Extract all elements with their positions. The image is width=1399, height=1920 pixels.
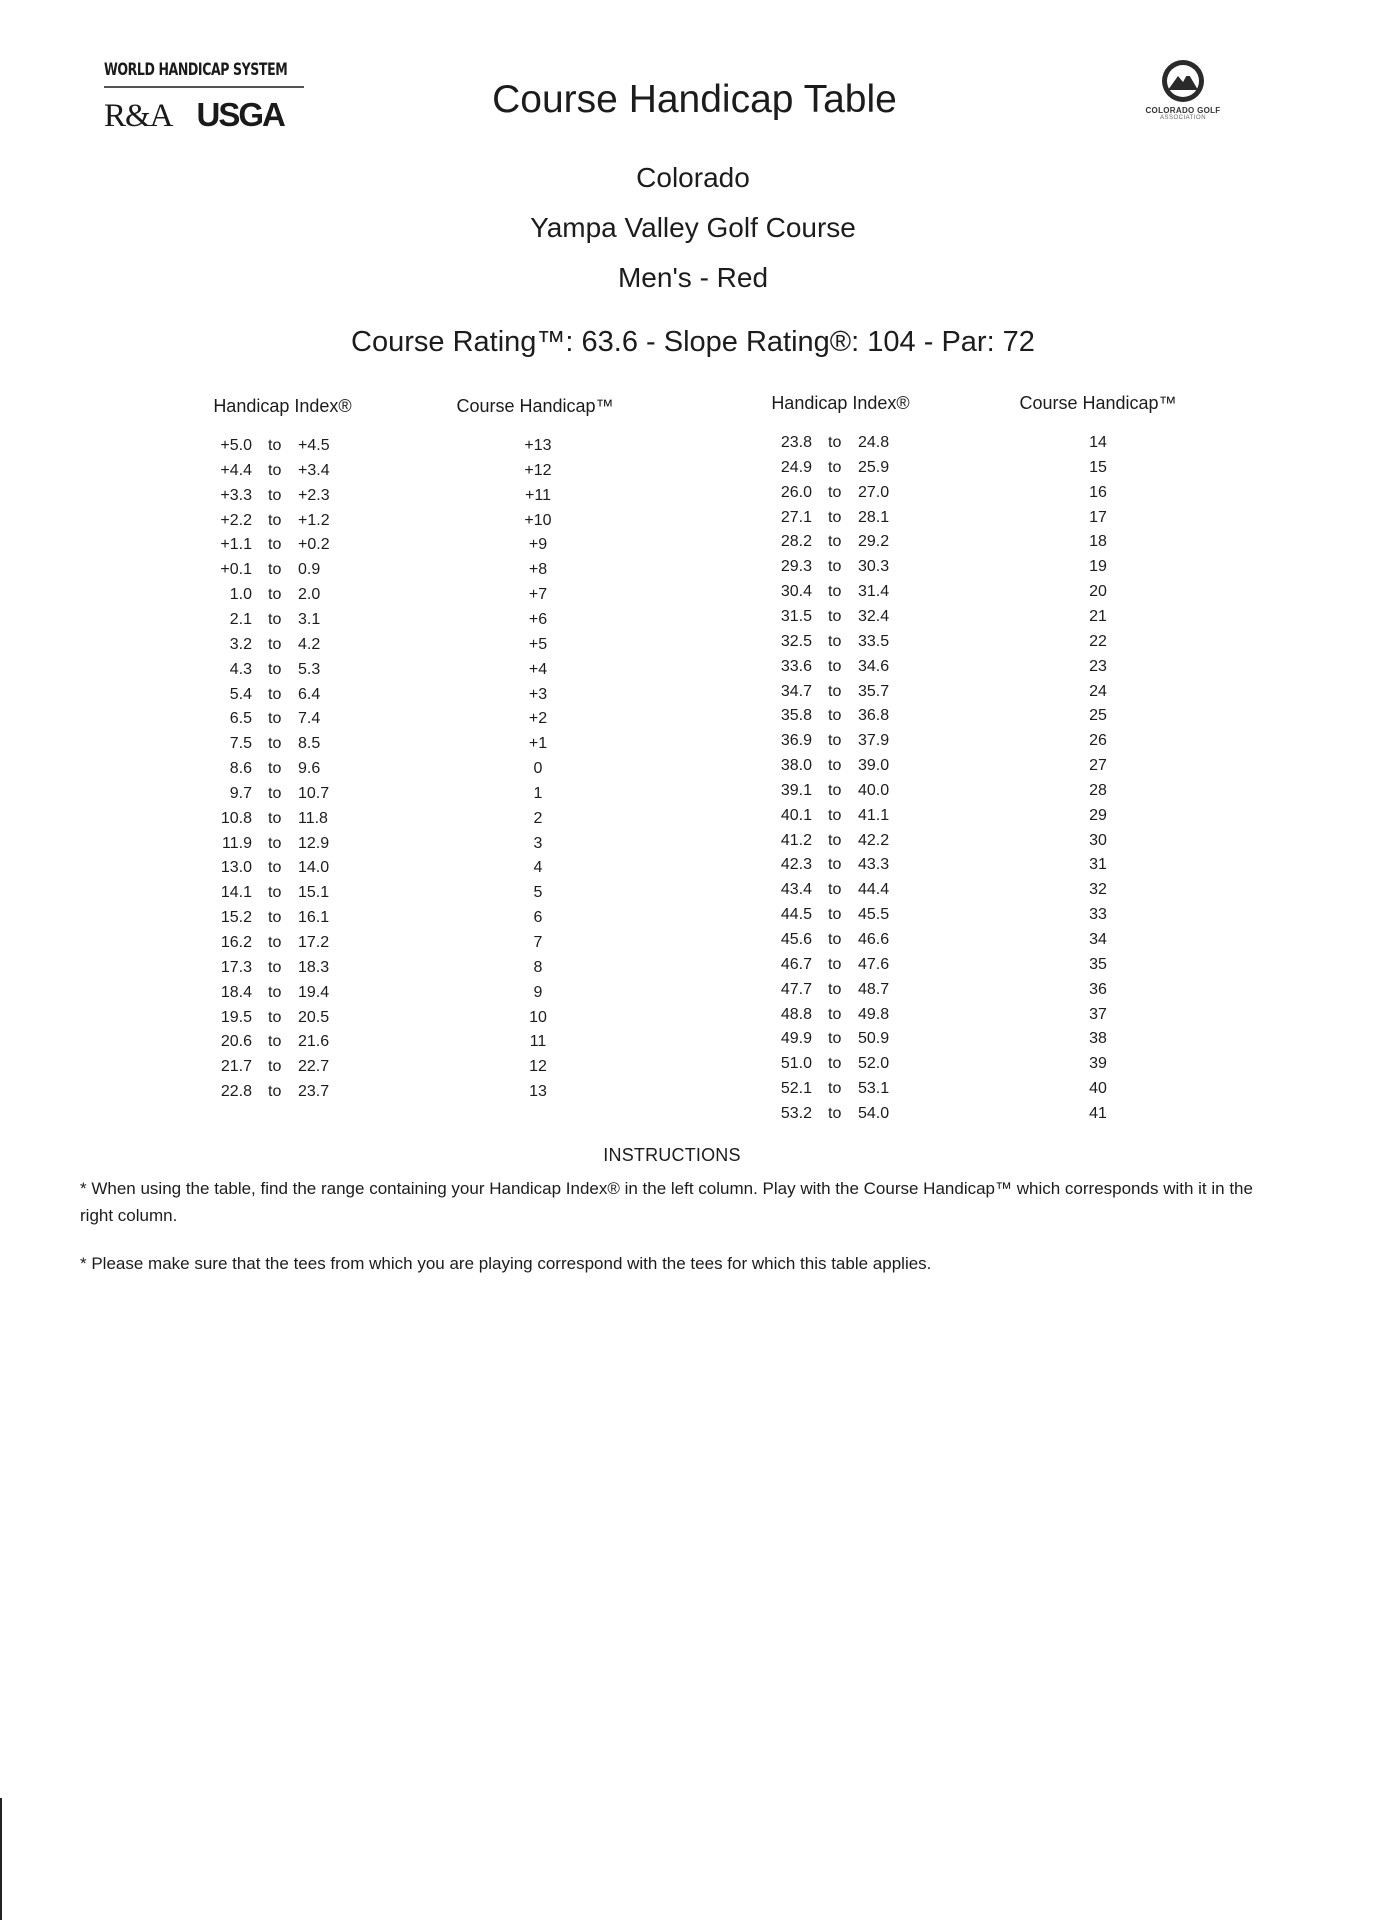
range-separator: to [828,533,842,551]
table-row [202,557,568,582]
table-row [762,554,1128,579]
table-row [202,831,568,856]
index-range-high: 31.4 [858,583,890,601]
course-handicap-value: 26 [1089,732,1107,750]
table-row [762,480,1128,505]
course-handicap-value: 16 [1089,483,1107,501]
index-range-high: 22.7 [298,1058,330,1076]
table-row [762,927,1128,952]
left-index-header: Handicap Index® [213,396,352,416]
index-range-low: 3.2 [229,635,252,653]
course-handicap-value: +11 [525,486,551,504]
table-row [762,505,1128,530]
range-separator: to [828,856,842,874]
tee-name: Men's - Red [617,262,769,293]
course-handicap-value: 19 [1089,558,1107,576]
index-range-low: 41.2 [780,831,812,849]
index-range-high: 42.2 [858,831,890,849]
index-range-high: 30.3 [858,558,890,576]
table-row [762,430,1128,455]
index-range-low: 45.6 [780,931,812,948]
index-range-low: +5.0 [220,437,252,454]
index-range-low: 11.9 [222,834,252,852]
course-handicap-value: 30 [1089,831,1107,849]
index-range-high: 44.4 [858,881,890,899]
range-separator: to [828,583,842,601]
index-range-low: 53.2 [780,1104,812,1122]
range-separator: to [828,1005,842,1023]
index-range-low: 43.4 [780,881,812,899]
range-separator: to [828,980,842,998]
course-handicap-value: 12 [529,1058,547,1076]
index-range-low: 48.8 [780,1005,812,1023]
index-range-low: 42.3 [780,856,812,874]
state-name: Colorado [636,162,750,193]
index-range-low: 30.4 [780,583,812,601]
index-range-high: 47.6 [858,955,890,973]
table-row [202,905,568,930]
range-separator: to [268,635,282,653]
index-range-high: 20.5 [298,1008,330,1026]
course-handicap-value: 36 [1089,980,1107,998]
course-name: Yampa Valley Golf Course [530,212,856,243]
page-title: Course Handicap Table [492,78,897,121]
instructions-title: INSTRUCTIONS [603,1145,741,1165]
range-separator: to [268,1058,282,1076]
index-range-high: 28.1 [858,508,890,526]
range-separator: to [268,909,282,927]
range-separator: to [828,682,842,700]
table-row [202,508,568,533]
course-handicap-value: 0 [533,760,543,778]
range-separator: to [268,834,282,852]
index-range-low: 24.9 [780,458,812,476]
right-handicap-header: Course Handicap™ [1019,393,1177,413]
index-range-low: 9.7 [229,784,252,802]
cga-subtitle: ASSOCIATION [1159,115,1207,121]
index-range-high: 53.1 [858,1080,890,1098]
index-range-high: 17.2 [298,934,330,951]
course-handicap-value: 7 [533,934,543,951]
course-handicap-value: 33 [1089,906,1107,924]
course-handicap-value: +12 [524,461,552,479]
index-range-high: 2.0 [298,586,321,604]
index-range-high: 18.3 [298,958,330,976]
range-separator: to [268,735,282,753]
table-row [202,706,568,731]
course-handicap-value: 38 [1089,1030,1107,1048]
course-handicap-value: 39 [1089,1055,1107,1073]
range-separator: to [268,884,282,902]
course-handicap-value: +4 [528,660,548,678]
index-range-low: 4.3 [229,660,252,678]
course-handicap-value: 9 [533,983,543,1001]
index-range-high: 41.1 [858,806,890,824]
table-row [202,1079,568,1104]
index-range-high: 16.1 [298,909,330,927]
index-range-high: 23.7 [298,1083,330,1101]
index-range-high: 7.4 [298,710,321,728]
course-handicap-value: 4 [533,859,543,877]
table-row [762,828,1128,853]
index-range-low: 23.8 [780,434,812,451]
range-separator: to [268,586,282,604]
range-separator: to [828,458,842,476]
course-handicap-value: 11 [529,1033,547,1051]
index-range-low: 26.0 [780,483,812,501]
index-range-low: +0.1 [220,561,252,579]
index-range-low: 34.7 [780,682,812,700]
course-handicap-value: 37 [1089,1005,1107,1023]
index-range-high: 3.1 [298,610,321,628]
index-range-high: 11.8 [298,809,328,827]
range-separator: to [268,511,282,529]
index-range-low: 5.4 [229,685,252,703]
index-range-low: 33.6 [780,657,812,675]
range-separator: to [268,983,282,1001]
instruction-line-1: * When using the table, find the range containing your Handicap Index® in the left column. Play with the Course Handicap™ which corresponds with it in the right column. [80,1179,1253,1225]
left-handicap-header: Course Handicap™ [456,396,614,416]
index-range-low: 39.1 [780,781,812,799]
course-handicap-value: +10 [524,511,552,529]
cga-logo [1128,58,1238,121]
index-range-low: 14.1 [220,884,252,902]
table-row [202,483,568,508]
range-separator: to [268,437,282,454]
range-separator: to [268,610,282,628]
index-range-low: 18.4 [220,983,252,1001]
index-range-high: 29.2 [858,533,890,551]
index-range-high: 21.6 [298,1033,330,1051]
range-separator: to [268,760,282,778]
range-separator: to [268,934,282,951]
course-handicap-value: +2 [528,710,548,728]
course-handicap-value: +3 [528,685,548,703]
range-separator: to [828,757,842,775]
range-separator: to [268,461,282,479]
index-range-low: 21.7 [220,1058,252,1076]
index-range-high: 33.5 [858,632,890,650]
course-handicap-value: +9 [528,536,548,554]
index-range-high: +2.3 [298,486,330,504]
index-range-low: 44.5 [780,906,812,924]
index-range-low: 36.9 [780,732,812,750]
index-range-low: 13.0 [220,859,252,877]
course-handicap-value: 8 [533,958,543,976]
range-separator: to [828,732,842,750]
table-row [202,1029,568,1054]
index-range-high: 10.7 [298,784,330,802]
index-range-high: 32.4 [858,607,890,625]
table-row [762,679,1128,704]
range-separator: to [828,1104,842,1122]
index-range-high: +3.4 [298,461,330,479]
table-row [202,433,568,458]
course-handicap-value: 6 [533,909,543,927]
range-separator: to [268,784,282,802]
index-range-high: 34.6 [858,657,890,675]
index-range-high: 40.0 [858,781,890,799]
range-separator: to [268,486,282,504]
index-range-high: 49.8 [858,1005,890,1023]
index-range-low: +2.2 [220,511,252,529]
index-range-high: 39.0 [858,757,890,775]
index-range-low: 8.6 [229,760,252,778]
range-separator: to [828,558,842,576]
index-range-high: 4.2 [298,635,321,653]
index-range-low: 32.5 [780,632,812,650]
course-handicap-value: 14 [1089,434,1107,451]
course-handicap-value: +5 [528,635,548,653]
index-range-low: 51.0 [780,1055,812,1073]
index-range-high: +4.5 [298,437,330,454]
index-range-low: 52.1 [780,1080,812,1098]
table-row [762,877,1128,902]
cga-name: COLORADO GOLF [1145,106,1221,115]
range-separator: to [268,958,282,976]
index-range-high: 15.1 [298,884,330,902]
course-handicap-value: 5 [533,884,543,902]
course-handicap-value: 10 [529,1008,547,1026]
index-range-low: 29.3 [780,558,812,576]
index-range-low: +3.3 [220,486,252,504]
table-row [762,803,1128,828]
index-range-high: 36.8 [858,707,890,725]
table-row [202,632,568,657]
table-row [762,654,1128,679]
course-handicap-value: +7 [528,586,548,604]
table-row [202,955,568,980]
range-separator: to [268,685,282,703]
instruction-line-2: * Please make sure that the tees from which you are playing correspond with the tees for which this table applies. [80,1254,932,1273]
course-handicap-value: 2 [533,809,543,827]
table-row [202,1054,568,1079]
range-separator: to [828,632,842,650]
course-handicap-value: 18 [1089,533,1107,551]
table-row [762,1076,1128,1101]
range-separator: to [828,657,842,675]
index-range-high: 27.0 [858,483,890,501]
index-range-low: 49.9 [780,1030,812,1048]
table-row [202,855,568,880]
course-handicap-value: 21 [1089,607,1107,625]
table-row [762,1002,1128,1027]
course-handicap-value: +8 [528,561,548,579]
index-range-low: 16.2 [220,934,252,951]
course-handicap-value: +1 [528,735,548,753]
rna-logo-text: R&A [104,98,173,134]
course-handicap-value: 1 [533,784,543,802]
table-row [762,604,1128,629]
course-handicap-value: +13 [524,437,552,454]
index-range-high: 12.9 [298,834,330,852]
table-row [202,607,568,632]
table-row [202,1005,568,1030]
course-handicap-value: +6 [528,610,548,628]
course-handicap-value: 25 [1089,707,1107,725]
course-handicap-value: 29 [1089,806,1107,824]
range-separator: to [268,660,282,678]
range-separator: to [828,607,842,625]
index-range-low: 19.5 [220,1008,252,1026]
index-range-high: 52.0 [858,1055,890,1073]
range-separator: to [268,561,282,579]
index-range-low: 6.5 [229,710,252,728]
index-range-high: 6.4 [298,685,321,703]
course-handicap-value: 41 [1089,1104,1107,1122]
index-range-high: 5.3 [298,660,321,678]
course-handicap-value: 3 [533,834,543,852]
table-row [762,529,1128,554]
index-range-high: +1.2 [298,511,330,529]
course-handicap-value: 40 [1089,1080,1107,1098]
range-separator: to [268,809,282,827]
index-range-high: 0.9 [298,561,321,579]
index-range-high: 14.0 [298,859,330,877]
range-separator: to [828,1030,842,1048]
table-row [202,806,568,831]
index-range-high: 43.3 [858,856,890,874]
index-range-low: 38.0 [780,757,812,775]
range-separator: to [828,781,842,799]
range-separator: to [828,434,842,451]
table-row [762,629,1128,654]
index-range-high: 24.8 [858,434,890,451]
index-range-low: 2.1 [229,610,252,628]
table-row [202,458,568,483]
table-row [762,852,1128,877]
table-row [762,1026,1128,1051]
range-separator: to [268,1008,282,1026]
course-handicap-value: 31 [1089,856,1107,874]
table-row [762,902,1128,927]
table-row [762,753,1128,778]
table-row [762,778,1128,803]
right-index-header: Handicap Index® [771,393,910,413]
index-range-high: 50.9 [858,1030,890,1048]
range-separator: to [828,881,842,899]
index-range-high: 9.6 [298,760,321,778]
index-range-low: +4.4 [220,461,252,479]
index-range-high: 46.6 [858,931,890,948]
index-range-low: 35.8 [780,707,812,725]
course-handicap-value: 22 [1089,632,1107,650]
table-row [202,657,568,682]
table-row [202,682,568,707]
table-row [762,952,1128,977]
index-range-low: 7.5 [229,735,252,753]
table-row [202,731,568,756]
index-range-high: 19.4 [298,983,330,1001]
range-separator: to [828,508,842,526]
whs-title: WORLD HANDICAP SYSTEM [104,60,288,80]
index-range-low: 10.8 [220,809,252,827]
index-range-low: 46.7 [780,955,812,973]
course-handicap-value: 32 [1089,881,1107,899]
course-handicap-value: 20 [1089,583,1107,601]
index-range-high: 25.9 [858,458,890,476]
range-separator: to [828,483,842,501]
table-row [202,532,568,557]
index-range-high: 35.7 [858,682,890,700]
table-row [202,756,568,781]
range-separator: to [828,931,842,948]
course-handicap-value: 15 [1089,458,1107,476]
table-row [762,977,1128,1002]
table-row [762,1101,1128,1126]
index-range-low: 22.8 [220,1083,252,1101]
range-separator: to [268,1033,282,1051]
index-range-high: +0.2 [298,536,330,554]
range-separator: to [268,536,282,554]
range-separator: to [828,1080,842,1098]
index-range-low: 28.2 [780,533,812,551]
range-separator: to [268,1083,282,1101]
table-row [762,1051,1128,1076]
index-range-high: 54.0 [858,1104,890,1122]
index-range-high: 8.5 [298,735,321,753]
range-separator: to [828,707,842,725]
scan-edge-mark [0,1798,2,1920]
usga-logo-text: USGA [196,96,284,133]
table-row [202,781,568,806]
index-range-low: 31.5 [780,607,812,625]
index-range-high: 45.5 [858,906,890,924]
range-separator: to [828,806,842,824]
course-handicap-value: 28 [1089,781,1107,799]
table-row [762,455,1128,480]
table-row [202,980,568,1005]
index-range-high: 37.9 [858,732,890,750]
table-row [202,930,568,955]
course-handicap-value: 27 [1089,757,1107,775]
table-row [202,880,568,905]
range-separator: to [828,1055,842,1073]
course-handicap-value: 24 [1089,682,1107,700]
index-range-low: 1.0 [229,586,252,604]
index-range-low: 27.1 [780,508,812,526]
range-separator: to [828,906,842,924]
course-handicap-value: 35 [1089,955,1107,973]
index-range-low: +1.1 [220,536,252,554]
course-handicap-value: 34 [1089,931,1107,948]
range-separator: to [268,710,282,728]
index-range-low: 40.1 [780,806,812,824]
range-separator: to [828,831,842,849]
course-handicap-value: 13 [529,1083,547,1101]
course-handicap-value: 17 [1089,508,1107,526]
index-range-low: 20.6 [220,1033,252,1051]
mountain-emblem-icon [1160,58,1206,104]
index-range-low: 17.3 [220,958,252,976]
index-range-low: 47.7 [780,980,812,998]
table-row [762,579,1128,604]
table-row [202,582,568,607]
index-range-high: 48.7 [858,980,890,998]
course-handicap-value: 23 [1089,657,1107,675]
table-row [762,728,1128,753]
range-separator: to [828,955,842,973]
course-ratings: Course Rating™: 63.6 - Slope Rating®: 104 - Par: 72 [351,326,1035,358]
index-range-low: 15.2 [220,909,252,927]
table-row [762,703,1128,728]
range-separator: to [268,859,282,877]
